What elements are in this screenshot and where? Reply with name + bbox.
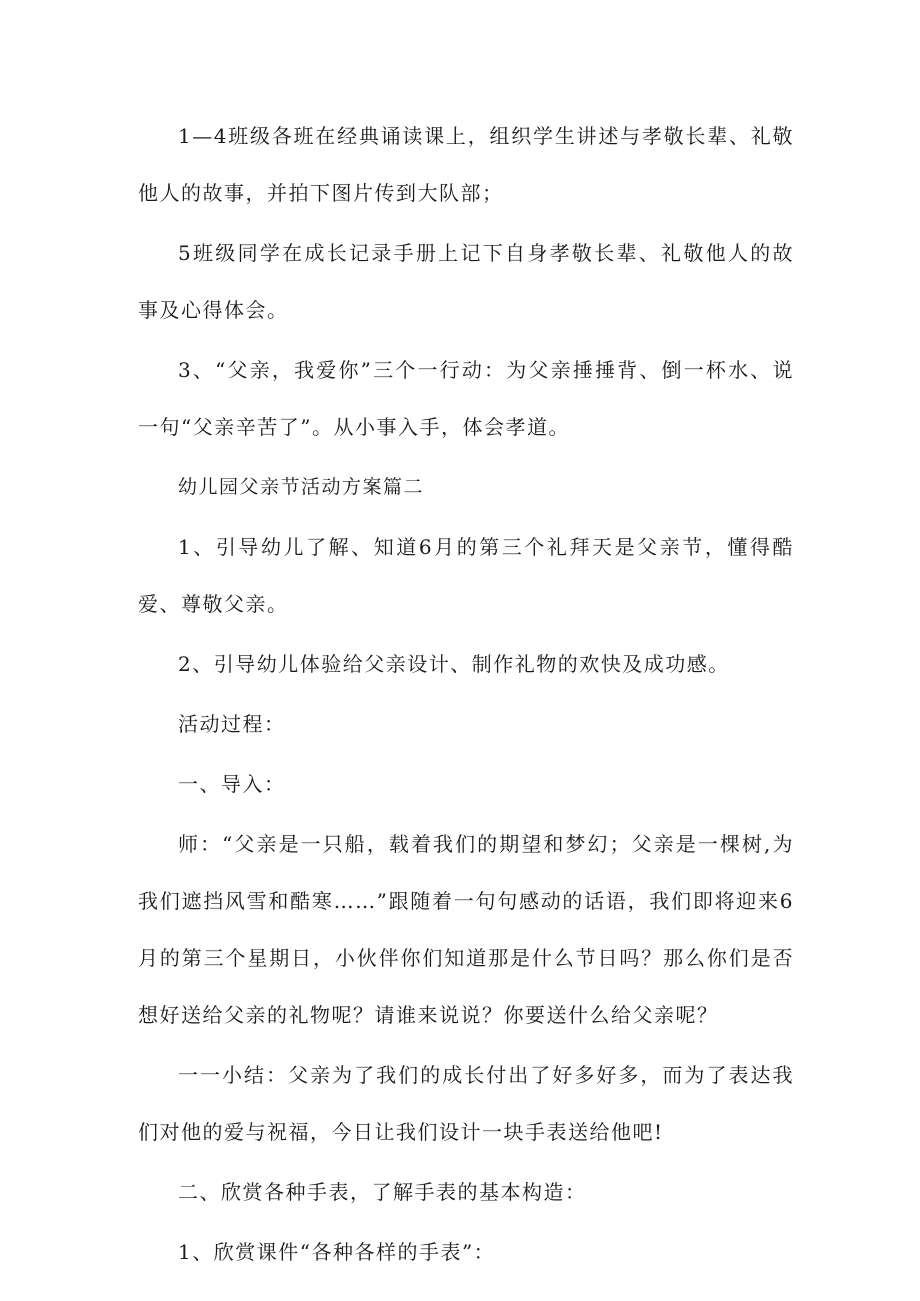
paragraph-goal-1: 1、引导幼儿了解、知道6月的第三个礼拜天是父亲节，懂得酷爱、尊敬父亲。 bbox=[138, 535, 794, 616]
document-body bbox=[138, 108, 794, 1281]
paragraph-appreciate-courseware: 1、欣赏课件“各种各样的手表”： bbox=[178, 1240, 496, 1264]
paragraph-goal-2: 2、引导幼儿体验给父亲设计、制作礼物的欢快及成功感。 bbox=[178, 652, 730, 676]
paragraph-part-two-watches: 二、欣赏各种手表，了解手表的基本构造： bbox=[178, 1180, 587, 1204]
paragraph-father-i-love-you-action: 3、“父亲，我爱你”三个一行动：为父亲捶捶背、倒一杯水、说一句“父亲辛苦了”。从小事入手，体会孝道。 bbox=[138, 358, 794, 439]
paragraph-activity-process: 活动过程： bbox=[178, 712, 286, 736]
paragraph-class-1-4-storytelling: 1—4班级各班在经典诵读课上，组织学生讲述与孝敬长辈、礼敬他人的故事，并拍下图片传到大队部； bbox=[138, 124, 794, 205]
paragraph-part-one-intro: 一、导入： bbox=[178, 772, 286, 796]
section-heading-plan-two: 幼儿园父亲节活动方案篇二 bbox=[178, 476, 425, 498]
paragraph-teacher-speech: 师：“父亲是一只船，载着我们的期望和梦幻；父亲是一棵树,为我们遮挡风雪和酷寒……”跟随着一句句感动的话语，我们即将迎来6月的第三个星期日，小伙伴你们知道那是什么节日吗？那么你们是否想好送给父亲的礼物呢？请谁来说说？你要送什么给父亲呢？ bbox=[138, 832, 794, 1027]
paragraph-summary: 一一小结：父亲为了我们的成长付出了好多好多，而为了表达我们对他的爱与祝福，今日让我们设计一块手表送给他吧! bbox=[138, 1063, 794, 1144]
paragraph-class-5-growth-record: 5班级同学在成长记录手册上记下自身孝敬长辈、礼敬他人的故事及心得体会。 bbox=[138, 241, 794, 322]
